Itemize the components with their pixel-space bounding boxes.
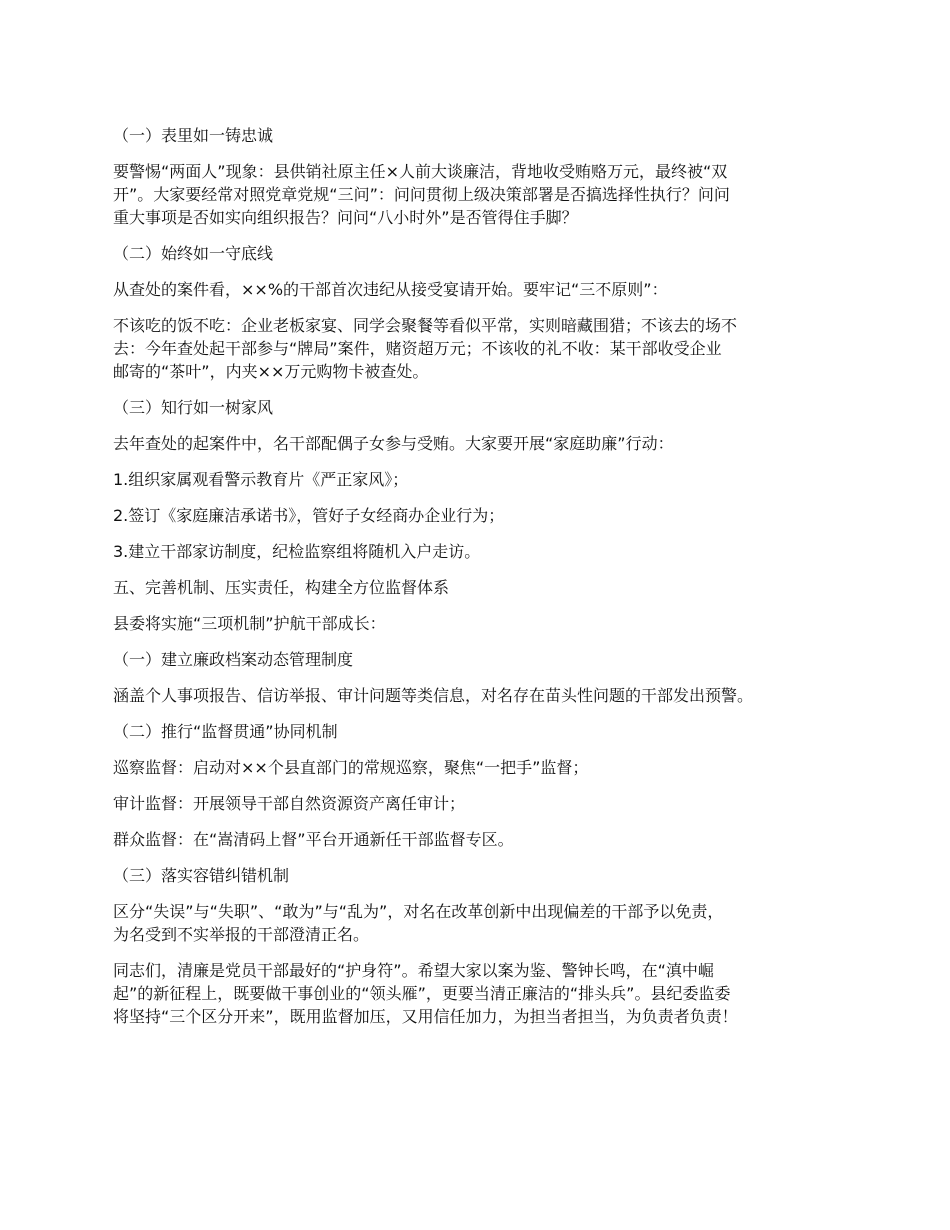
paragraph-two-faced-warning: 要警惕“两面人”现象：县供销社原主任×人前大谈廉洁，背地收受贿赂万元，最终被“双 开”。大家要经常对照党章党规“三问”：问问贯彻上级决策部署是否搞选择性执行？问问 重大事项是否如实向组织报告？问问“八小时外”是否管得住手脚？: [113, 162, 730, 227]
paragraph-audit-supervision: 审计监督：开展领导干部自然资源资产离任审计；: [113, 794, 466, 813]
paragraph-family-integrity: 去年查处的起案件中，名干部配偶子女参与受贿。大家要开展“家庭助廉”行动：: [113, 434, 674, 453]
heading-2-supervision: （二）推行“监督贯通”协同机制: [113, 722, 338, 741]
heading-2-bottom-line: （二）始终如一守底线: [113, 244, 274, 263]
paragraph-closing: 同志们，清廉是党员干部最好的“护身符”。希望大家以案为鉴、警钟长鸣，在“滇中崛 起”的新征程上，既要做干事创业的“领头雁”，更要当清正廉洁的“排头兵”。县纪委监委 将坚持“三个区分开来”，既用监督加压，又用信任加力，为担当者担当，为负责者负责！: [113, 961, 738, 1026]
paragraph-fault-tolerance: 区分“失误”与“失职”、“敢为”与“乱为”，对名在改革创新中出现偏差的干部予以免责， 为名受到不实举报的干部澄清正名。: [113, 902, 724, 944]
paragraph-three-mechanisms: 县委将实施“三项机制”护航干部成长：: [113, 614, 386, 633]
paragraph-three-nots: 不该吃的饭不吃：企业老板家宴、同学会聚餐等看似平常，实则暗藏围猎；不该去的场不 去：今年查处起干部参与“牌局”案件，赌资超万元；不该收的礼不收：某干部收受企业 邮寄的“茶叶”，内夹××万元购物卡被查处。: [113, 316, 738, 381]
list-item-2: 2.签订《家庭廉洁承诺书》，管好子女经商办企业行为；: [113, 506, 505, 525]
document-body: [113, 124, 858, 1041]
heading-3-fault-tolerance: （三）落实容错纠错机制: [113, 866, 290, 885]
section-heading-5: 五、完善机制、压实责任，构建全方位监督体系: [113, 578, 450, 597]
list-item-3: 3.建立干部家访制度，纪检监察组将随机入户走访。: [113, 542, 481, 561]
paragraph-archive-coverage: 涵盖个人事项报告、信访举报、审计问题等类信息，对名存在苗头性问题的干部发出预警。: [113, 686, 754, 705]
heading-1-loyalty: （一）表里如一铸忠诚: [113, 126, 274, 145]
paragraph-public-supervision: 群众监督：在“嵩清码上督”平台开通新任干部监督专区。: [113, 830, 514, 849]
paragraph-inspection-supervision: 巡察监督：启动对××个县直部门的常规巡察，聚焦“一把手”监督；: [113, 758, 589, 777]
list-item-1: 1.组织家属观看警示教育片《严正家风》；: [113, 470, 409, 489]
heading-1-archive-system: （一）建立廉政档案动态管理制度: [113, 650, 354, 669]
paragraph-case-statistics: 从查处的案件看，××%的干部首次违纪从接受宴请开始。要牢记“三不原则”：: [113, 280, 668, 299]
heading-3-family-style: （三）知行如一树家风: [113, 398, 274, 417]
